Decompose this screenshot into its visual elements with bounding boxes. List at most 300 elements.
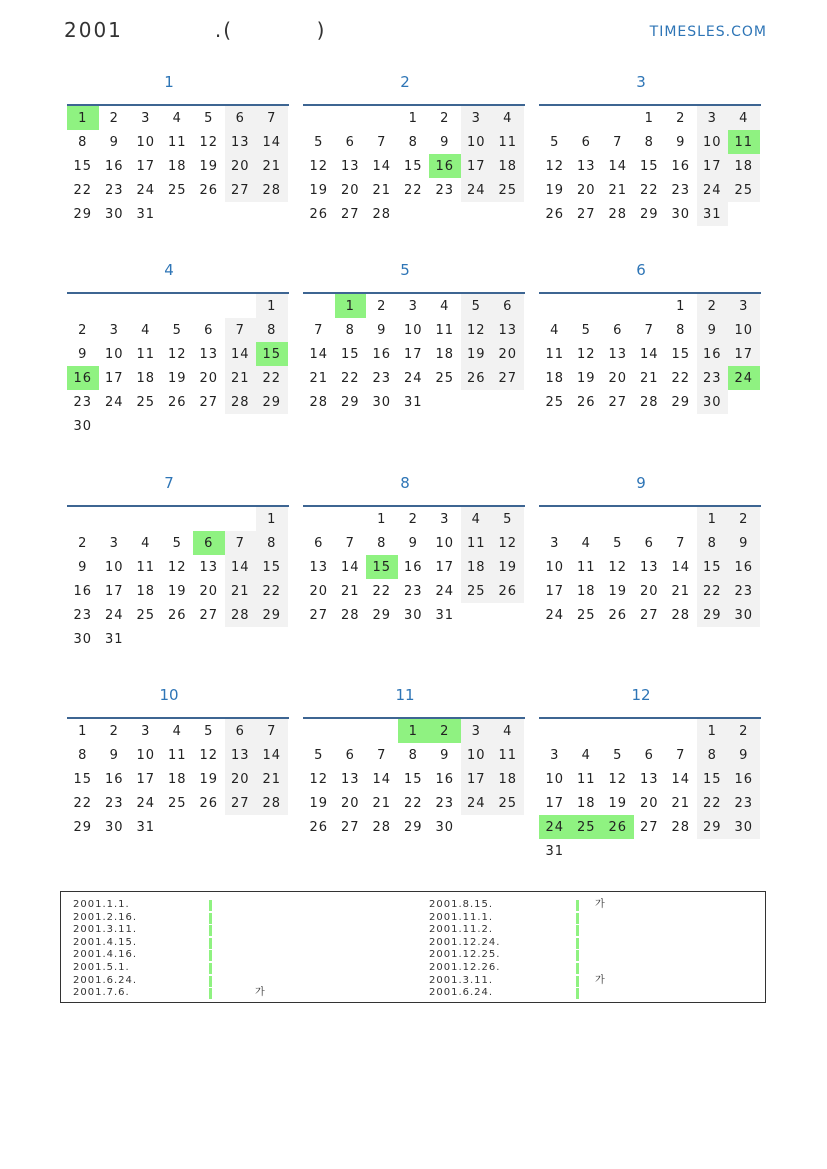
empty-cell [303, 106, 335, 130]
day-cell: 3 [408, 298, 418, 314]
month-name: 10 [159, 686, 179, 704]
day-cell: 15 [639, 158, 659, 174]
day-cell: 21 [256, 767, 288, 791]
day-cell: 20 [309, 583, 329, 599]
holiday-date: 2001.7.6. [73, 987, 130, 999]
empty-cell [303, 507, 335, 531]
holiday-list-right [429, 899, 606, 1000]
day-cell: 14 [225, 555, 257, 579]
day-cell: 30 [728, 815, 760, 839]
day-cell: 18 [167, 158, 187, 174]
day-cell: 29 [372, 607, 392, 623]
day-cell: 17 [104, 583, 124, 599]
month-5 [303, 258, 525, 414]
day-cell: 20 [340, 182, 360, 198]
holiday-marker [576, 913, 579, 924]
holiday-marker [576, 963, 579, 974]
day-cell: 27 [639, 607, 659, 623]
day-cell: 10 [697, 130, 729, 154]
day-cell: 13 [639, 771, 659, 787]
day-cell: 24 [461, 791, 493, 815]
day-cell: 26 [167, 394, 187, 410]
day-cell: 5 [314, 747, 324, 763]
day-cell: 10 [435, 535, 455, 551]
day-cell: 10 [545, 771, 565, 787]
holiday-day-cell: 25 [571, 815, 603, 839]
holiday-date: 2001.3.11. [73, 924, 138, 936]
day-cell: 29 [697, 815, 729, 839]
day-cell: 22 [671, 370, 691, 386]
empty-cell [99, 507, 131, 531]
month-3 [539, 70, 761, 226]
day-cell: 26 [492, 579, 524, 603]
day-cell: 20 [576, 182, 596, 198]
holiday-entry [73, 949, 137, 962]
day-grid [539, 106, 761, 226]
day-cell: 28 [256, 178, 288, 202]
day-cell: 20 [225, 154, 257, 178]
day-cell: 27 [576, 206, 596, 222]
day-cell: 22 [340, 370, 360, 386]
day-cell: 27 [199, 394, 219, 410]
day-cell: 19 [461, 342, 493, 366]
day-cell: 3 [109, 322, 119, 338]
day-cell: 5 [550, 134, 560, 150]
day-cell: 20 [639, 583, 659, 599]
day-cell: 12 [608, 771, 628, 787]
day-cell: 25 [435, 370, 455, 386]
day-cell: 3 [141, 110, 151, 126]
holiday-entry [429, 974, 606, 988]
day-cell: 22 [73, 795, 93, 811]
day-cell: 19 [608, 583, 628, 599]
day-cell: 20 [225, 767, 257, 791]
empty-cell [665, 719, 697, 743]
day-cell: 22 [372, 583, 392, 599]
day-cell: 18 [545, 370, 565, 386]
day-cell: 3 [440, 511, 450, 527]
holiday-marker [576, 950, 579, 961]
holiday-marker [209, 976, 212, 987]
day-cell: 4 [581, 535, 591, 551]
day-cell: 17 [435, 559, 455, 575]
day-cell: 18 [136, 583, 156, 599]
day-cell: 21 [671, 583, 691, 599]
holiday-day-cell: 15 [366, 555, 398, 579]
day-cell: 4 [492, 719, 524, 743]
day-cell: 9 [78, 346, 88, 362]
month-10 [67, 683, 289, 839]
day-cell: 28 [225, 390, 257, 414]
empty-cell [602, 507, 634, 531]
day-cell: 23 [697, 366, 729, 390]
day-cell: 26 [576, 394, 596, 410]
empty-cell [130, 507, 162, 531]
day-cell: 17 [728, 342, 760, 366]
day-cell: 6 [204, 322, 214, 338]
day-cell: 22 [256, 366, 288, 390]
day-cell: 13 [340, 158, 360, 174]
empty-cell [99, 294, 131, 318]
day-cell: 10 [104, 559, 124, 575]
day-cell: 22 [73, 182, 93, 198]
day-cell: 11 [435, 322, 455, 338]
holiday-date: 2001.6.24. [73, 974, 138, 986]
holiday-marker [576, 925, 579, 936]
day-cell: 6 [225, 106, 257, 130]
holiday-entry [429, 924, 500, 937]
day-cell: 13 [199, 559, 219, 575]
day-cell: 4 [172, 723, 182, 739]
day-grid [303, 106, 525, 226]
day-cell: 29 [73, 819, 93, 835]
day-cell: 12 [608, 559, 628, 575]
day-cell: 11 [576, 771, 596, 787]
day-cell: 29 [671, 394, 691, 410]
day-cell: 14 [340, 559, 360, 575]
day-cell: 16 [728, 767, 760, 791]
day-cell: 19 [576, 370, 596, 386]
day-cell: 21 [225, 579, 257, 603]
holiday-date: 2001.4.15. [73, 936, 138, 948]
day-cell: 31 [136, 819, 156, 835]
day-cell: 18 [167, 771, 187, 787]
day-cell: 1 [256, 294, 288, 318]
day-grid [303, 719, 525, 839]
page-title: 2001 .( ) [64, 18, 327, 42]
day-cell: 5 [204, 723, 214, 739]
day-cell: 5 [172, 322, 182, 338]
month-name: 9 [636, 474, 646, 492]
day-cell: 16 [104, 771, 124, 787]
holiday-entry [429, 899, 606, 912]
day-cell: 3 [141, 723, 151, 739]
day-cell: 4 [728, 106, 760, 130]
month-6 [539, 258, 761, 414]
day-cell: 7 [377, 747, 387, 763]
month-name: 8 [400, 474, 410, 492]
day-cell: 24 [136, 182, 156, 198]
day-cell: 23 [372, 370, 392, 386]
day-cell: 2 [109, 110, 119, 126]
day-cell: 2 [109, 723, 119, 739]
day-cell: 10 [728, 318, 760, 342]
day-cell: 10 [461, 743, 493, 767]
holiday-day-cell: 24 [728, 366, 760, 390]
day-cell: 19 [492, 555, 524, 579]
day-cell: 30 [104, 819, 124, 835]
day-cell: 14 [256, 743, 288, 767]
empty-cell [634, 294, 666, 318]
day-cell: 19 [545, 182, 565, 198]
empty-cell [335, 106, 367, 130]
holiday-day-cell: 16 [429, 154, 461, 178]
month-name: 6 [636, 261, 646, 279]
empty-cell [130, 294, 162, 318]
empty-cell [665, 507, 697, 531]
day-cell: 13 [608, 346, 628, 362]
day-cell: 11 [492, 130, 524, 154]
day-cell: 7 [377, 134, 387, 150]
day-cell: 24 [545, 607, 565, 623]
holiday-entry [73, 987, 266, 1000]
day-cell: 4 [141, 322, 151, 338]
day-cell: 14 [309, 346, 329, 362]
day-cell: 16 [728, 555, 760, 579]
day-cell: 14 [671, 559, 691, 575]
day-cell: 28 [608, 206, 628, 222]
day-cell: 23 [671, 182, 691, 198]
empty-cell [602, 294, 634, 318]
holiday-marker [209, 950, 212, 961]
day-cell: 9 [697, 318, 729, 342]
day-cell: 15 [73, 158, 93, 174]
day-cell: 14 [225, 342, 257, 366]
day-cell: 13 [309, 559, 329, 575]
day-cell: 11 [136, 559, 156, 575]
day-grid [67, 294, 289, 438]
day-cell: 2 [440, 110, 450, 126]
day-cell: 18 [492, 767, 524, 791]
day-cell: 9 [728, 531, 760, 555]
day-cell: 28 [340, 607, 360, 623]
day-cell: 25 [545, 394, 565, 410]
day-cell: 21 [608, 182, 628, 198]
day-cell: 29 [73, 206, 93, 222]
day-cell: 14 [608, 158, 628, 174]
day-cell: 20 [199, 370, 219, 386]
day-cell: 9 [109, 747, 119, 763]
day-cell: 19 [309, 182, 329, 198]
day-cell: 9 [109, 134, 119, 150]
day-cell: 18 [492, 154, 524, 178]
holiday-marker [576, 976, 579, 987]
day-cell: 18 [461, 555, 493, 579]
day-cell: 27 [340, 206, 360, 222]
holiday-date: 2001.11.1. [429, 911, 494, 923]
day-cell: 4 [461, 507, 493, 531]
day-cell: 28 [639, 394, 659, 410]
day-cell: 28 [671, 607, 691, 623]
day-cell: 31 [104, 631, 124, 647]
day-cell: 20 [639, 795, 659, 811]
day-cell: 12 [461, 318, 493, 342]
day-cell: 21 [309, 370, 329, 386]
month-name: 7 [164, 474, 174, 492]
day-cell: 9 [78, 559, 88, 575]
day-cell: 4 [492, 106, 524, 130]
day-cell: 12 [309, 158, 329, 174]
holiday-marker [576, 900, 579, 911]
day-cell: 9 [377, 322, 387, 338]
day-grid [539, 719, 761, 863]
day-cell: 30 [403, 607, 423, 623]
day-cell: 18 [728, 154, 760, 178]
day-cell: 5 [613, 535, 623, 551]
month-1 [67, 70, 289, 226]
day-cell: 4 [581, 747, 591, 763]
month-name: 5 [400, 261, 410, 279]
month-12 [539, 683, 761, 863]
day-cell: 19 [309, 795, 329, 811]
day-cell: 10 [461, 130, 493, 154]
day-cell: 22 [697, 579, 729, 603]
day-cell: 26 [309, 206, 329, 222]
day-cell: 19 [608, 795, 628, 811]
day-cell: 11 [492, 743, 524, 767]
day-cell: 3 [109, 535, 119, 551]
day-grid [303, 507, 525, 627]
day-cell: 9 [676, 134, 686, 150]
holiday-marker [209, 988, 212, 999]
empty-cell [539, 106, 571, 130]
empty-cell [634, 719, 666, 743]
day-grid [303, 294, 525, 414]
empty-cell [303, 294, 335, 318]
holiday-marker [209, 913, 212, 924]
empty-cell [571, 507, 603, 531]
day-cell: 28 [225, 603, 257, 627]
day-cell: 3 [550, 535, 560, 551]
day-cell: 12 [199, 134, 219, 150]
holiday-date: 2001.2.16. [73, 911, 138, 923]
holiday-marker [576, 988, 579, 999]
empty-cell [571, 106, 603, 130]
holiday-marker [209, 938, 212, 949]
day-cell: 26 [461, 366, 493, 390]
day-cell: 28 [256, 791, 288, 815]
empty-cell [602, 719, 634, 743]
day-cell: 27 [199, 607, 219, 623]
day-cell: 24 [104, 607, 124, 623]
holiday-day-cell: 24 [539, 815, 571, 839]
day-cell: 8 [345, 322, 355, 338]
day-cell: 13 [492, 318, 524, 342]
month-name: 12 [631, 686, 651, 704]
day-cell: 26 [199, 795, 219, 811]
day-cell: 27 [608, 394, 628, 410]
day-cell: 6 [345, 747, 355, 763]
holiday-day-cell: 16 [67, 366, 99, 390]
day-cell: 19 [199, 771, 219, 787]
day-cell: 8 [644, 134, 654, 150]
brand-link[interactable]: TIMESLES.COM [649, 24, 767, 40]
day-cell: 12 [492, 531, 524, 555]
day-cell: 6 [613, 322, 623, 338]
day-cell: 25 [492, 178, 524, 202]
day-cell: 30 [728, 603, 760, 627]
day-cell: 23 [435, 182, 455, 198]
day-cell: 4 [440, 298, 450, 314]
day-cell: 9 [408, 535, 418, 551]
day-cell: 4 [172, 110, 182, 126]
day-cell: 30 [435, 819, 455, 835]
day-cell: 13 [639, 559, 659, 575]
day-cell: 1 [377, 511, 387, 527]
day-cell: 7 [613, 134, 623, 150]
day-cell: 22 [403, 795, 423, 811]
day-cell: 15 [403, 158, 423, 174]
holiday-date: 2001.12.25. [429, 949, 501, 961]
day-cell: 16 [697, 342, 729, 366]
day-cell: 1 [256, 507, 288, 531]
day-cell: 8 [697, 531, 729, 555]
day-cell: 29 [639, 206, 659, 222]
holiday-legend [60, 891, 766, 1003]
holiday-marker [209, 963, 212, 974]
day-cell: 20 [340, 795, 360, 811]
day-cell: 3 [550, 747, 560, 763]
month-9 [539, 471, 761, 627]
day-cell: 10 [136, 747, 156, 763]
day-cell: 5 [314, 134, 324, 150]
empty-cell [193, 294, 225, 318]
empty-cell [335, 719, 367, 743]
holiday-entry [73, 912, 137, 925]
day-cell: 25 [492, 791, 524, 815]
empty-cell [366, 719, 398, 743]
day-cell: 20 [199, 583, 219, 599]
month-name: 11 [395, 686, 415, 704]
day-cell: 2 [78, 535, 88, 551]
holiday-date: 2001.4.16. [73, 949, 138, 961]
day-cell: 1 [697, 719, 729, 743]
month-name: 1 [164, 73, 174, 91]
day-cell: 5 [581, 322, 591, 338]
day-cell: 12 [576, 346, 596, 362]
day-cell: 3 [728, 294, 760, 318]
day-cell: 2 [676, 110, 686, 126]
day-cell: 17 [461, 154, 493, 178]
day-cell: 24 [136, 795, 156, 811]
holiday-date: 2001.3.11. [429, 974, 494, 986]
month-name: 4 [164, 261, 174, 279]
day-cell: 8 [408, 134, 418, 150]
day-cell: 3 [461, 106, 493, 130]
day-cell: 25 [461, 579, 493, 603]
day-cell: 13 [576, 158, 596, 174]
day-grid [67, 507, 289, 651]
day-cell: 30 [73, 631, 93, 647]
day-cell: 15 [671, 346, 691, 362]
empty-cell [571, 719, 603, 743]
day-cell: 7 [225, 531, 257, 555]
day-cell: 28 [309, 394, 329, 410]
day-cell: 27 [492, 366, 524, 390]
day-grid [539, 294, 761, 414]
day-cell: 10 [136, 134, 156, 150]
day-cell: 18 [576, 795, 596, 811]
day-cell: 28 [372, 206, 392, 222]
day-cell: 16 [403, 559, 423, 575]
holiday-day-cell: 1 [398, 719, 430, 743]
day-cell: 10 [545, 559, 565, 575]
holiday-entry [73, 975, 137, 988]
day-cell: 8 [697, 743, 729, 767]
holiday-date: 2001.5.1. [73, 961, 130, 973]
day-cell: 1 [676, 298, 686, 314]
holiday-marker [209, 900, 212, 911]
day-cell: 30 [697, 390, 729, 414]
day-cell: 11 [136, 346, 156, 362]
day-cell: 19 [167, 583, 187, 599]
day-cell: 22 [639, 182, 659, 198]
holiday-date: 2001.11.2. [429, 924, 494, 936]
day-cell: 21 [372, 795, 392, 811]
day-cell: 26 [545, 206, 565, 222]
day-cell: 27 [340, 819, 360, 835]
day-cell: 8 [78, 747, 88, 763]
